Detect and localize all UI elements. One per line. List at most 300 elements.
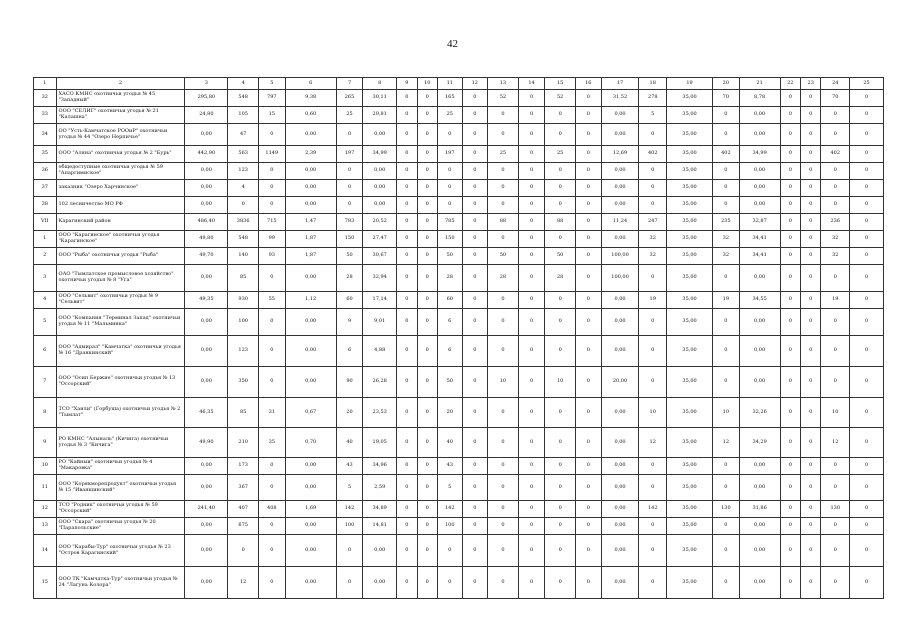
table-cell: 0 xyxy=(850,336,884,367)
table-cell: 408 xyxy=(259,501,286,518)
table-cell: 0,00 xyxy=(285,124,336,146)
table-cell: 0 xyxy=(850,309,884,336)
table-cell: 20 xyxy=(437,398,462,428)
table-cell: 0 xyxy=(397,567,417,599)
table-cell: 0 xyxy=(801,214,821,231)
table-cell: 0 xyxy=(518,535,545,567)
table-cell: 0 xyxy=(821,180,850,197)
table-cell: 0 xyxy=(462,367,488,398)
table-cell: 34 xyxy=(34,124,57,146)
table-cell: 0 xyxy=(336,535,363,567)
table-cell: 38 xyxy=(34,197,57,214)
table-cell: 0 xyxy=(518,124,545,146)
table-cell: 0 xyxy=(780,90,800,107)
table-cell: 0 xyxy=(462,309,488,336)
table-cell: 0 xyxy=(821,309,850,336)
table-cell: 0 xyxy=(801,535,821,567)
table-cell: 0 xyxy=(488,124,519,146)
table-cell: 0 xyxy=(801,124,821,146)
table-cell: 0 xyxy=(545,163,576,180)
table-cell: 32 xyxy=(639,231,667,248)
table-cell: 0 xyxy=(417,214,437,231)
table-cell-name: Карагинский район xyxy=(56,214,185,231)
column-header: 15 xyxy=(545,78,576,90)
column-header: 18 xyxy=(639,78,667,90)
table-cell: 19 xyxy=(821,292,850,309)
table-cell: 35,00 xyxy=(667,146,713,163)
table-cell: 0 xyxy=(850,197,884,214)
column-header: 2 xyxy=(56,78,185,90)
table-cell: 0 xyxy=(801,146,821,163)
table-cell: 4 xyxy=(34,292,57,309)
table-row xyxy=(34,336,884,367)
table-cell: 0 xyxy=(545,475,576,501)
table-cell: 0 xyxy=(462,248,488,265)
table-cell: 0,00 xyxy=(363,567,397,599)
table-cell: 28 xyxy=(545,265,576,292)
table-cell: 0 xyxy=(713,197,740,214)
table-cell: 0 xyxy=(462,197,488,214)
table-cell: 0,00 xyxy=(285,197,336,214)
table-row xyxy=(34,90,884,107)
table-cell: 0,00 xyxy=(601,107,639,124)
table-cell: 50 xyxy=(488,248,519,265)
table-cell: 0 xyxy=(488,567,519,599)
table-row xyxy=(34,309,884,336)
table-cell: 0 xyxy=(545,231,576,248)
table-cell: 0 xyxy=(259,475,286,501)
table-cell: 0 xyxy=(639,309,667,336)
table-cell: 0,00 xyxy=(739,567,780,599)
table-cell: 0 xyxy=(576,567,602,599)
table-cell-name: ООО "СЕЛИГ" охотничьи угодья № 21 "Калашна" xyxy=(56,107,185,124)
table-cell: 0 xyxy=(397,180,417,197)
table-cell: 0 xyxy=(462,458,488,475)
table-cell: 17,14 xyxy=(363,292,397,309)
table-cell: 0 xyxy=(417,458,437,475)
table-cell: 0 xyxy=(417,336,437,367)
table-cell: 105 xyxy=(228,107,259,124)
table-cell: 2 xyxy=(34,248,57,265)
table-cell: 0 xyxy=(462,567,488,599)
table-cell: 0 xyxy=(397,501,417,518)
table-cell: 210 xyxy=(228,428,259,458)
table-cell: 0 xyxy=(639,124,667,146)
table-cell: 10 xyxy=(34,458,57,475)
table-cell: 0 xyxy=(801,458,821,475)
table-cell: 0 xyxy=(576,501,602,518)
table-row xyxy=(34,292,884,309)
table-cell: 0 xyxy=(639,567,667,599)
table-cell-name: ООО "Скара" охотничьи угодья № 20 "Парапольские" xyxy=(56,518,185,535)
table-cell: 0,00 xyxy=(601,535,639,567)
table-cell: 0 xyxy=(850,146,884,163)
table-cell: 0 xyxy=(576,265,602,292)
table-cell-name: общедоступные охотничьи угодья № 59 "Апаргимиское" xyxy=(56,163,185,180)
table-cell: 0 xyxy=(397,336,417,367)
table-cell: 0 xyxy=(780,163,800,180)
table-cell: 0,00 xyxy=(185,309,228,336)
table-cell: 43 xyxy=(336,458,363,475)
table-cell: 0 xyxy=(801,309,821,336)
table-cell: 35,00 xyxy=(667,518,713,535)
column-header: 23 xyxy=(801,78,821,90)
column-header: 8 xyxy=(363,78,397,90)
table-cell: 0 xyxy=(462,90,488,107)
table-cell: 0 xyxy=(639,367,667,398)
table-cell: 0 xyxy=(488,180,519,197)
table-cell: 0,00 xyxy=(601,398,639,428)
table-row xyxy=(34,214,884,231)
table-cell: 0 xyxy=(417,398,437,428)
table-cell: 0 xyxy=(713,336,740,367)
table-cell: 20,00 xyxy=(601,367,639,398)
table-cell: 0,00 xyxy=(601,501,639,518)
table-cell: 0 xyxy=(713,107,740,124)
table-cell: 0 xyxy=(488,309,519,336)
table-cell: 34,89 xyxy=(363,501,397,518)
table-cell: 20,52 xyxy=(363,214,397,231)
table-cell: 140 xyxy=(228,248,259,265)
table-row xyxy=(34,146,884,163)
table-cell: 34,96 xyxy=(363,458,397,475)
table-cell: 0,00 xyxy=(601,231,639,248)
table-cell: 0 xyxy=(518,336,545,367)
table-cell: 0 xyxy=(576,475,602,501)
table-cell: 93 xyxy=(259,248,286,265)
table-cell: 0 xyxy=(576,292,602,309)
table-cell: 715 xyxy=(259,214,286,231)
table-cell: 100 xyxy=(437,518,462,535)
table-cell: 0 xyxy=(850,518,884,535)
table-cell: 0 xyxy=(576,367,602,398)
column-header: 1 xyxy=(34,78,57,90)
table-cell: 88 xyxy=(488,214,519,231)
table-cell: 0 xyxy=(801,107,821,124)
table-cell: 0 xyxy=(639,458,667,475)
table-cell: 0 xyxy=(850,567,884,599)
table-cell: 0 xyxy=(417,292,437,309)
table-cell: 0 xyxy=(462,124,488,146)
table-cell: 150 xyxy=(437,231,462,248)
table-cell: 0 xyxy=(545,398,576,428)
table-cell: 0 xyxy=(417,163,437,180)
table-cell: 0 xyxy=(639,197,667,214)
table-cell: 0 xyxy=(780,501,800,518)
table-cell: 0 xyxy=(821,475,850,501)
table-cell: 0 xyxy=(259,535,286,567)
table-cell: 11,24 xyxy=(601,214,639,231)
table-cell: 0 xyxy=(417,90,437,107)
table-cell: 0 xyxy=(259,367,286,398)
table-cell: 0 xyxy=(639,336,667,367)
table-cell: 28 xyxy=(336,265,363,292)
column-header: 9 xyxy=(397,78,417,90)
table-cell: 0 xyxy=(518,398,545,428)
column-header: 3 xyxy=(185,78,228,90)
table-cell: 0 xyxy=(397,458,417,475)
table-cell: 165 xyxy=(437,90,462,107)
table-cell: 0 xyxy=(397,146,417,163)
table-cell: 34,29 xyxy=(739,428,780,458)
table-cell: 5 xyxy=(437,475,462,501)
table-cell: 0,00 xyxy=(601,518,639,535)
table-cell: 0 xyxy=(488,398,519,428)
table-cell: 0 xyxy=(850,292,884,309)
table-cell: 35,00 xyxy=(667,163,713,180)
table-cell: 0 xyxy=(545,336,576,367)
table-cell: 173 xyxy=(228,458,259,475)
table-cell: 0 xyxy=(545,180,576,197)
table-cell: 675 xyxy=(228,518,259,535)
table-cell: 0,00 xyxy=(285,367,336,398)
table-cell: 0 xyxy=(518,231,545,248)
table-cell: 35,00 xyxy=(667,248,713,265)
table-cell: 34,41 xyxy=(739,248,780,265)
table-cell: 35,00 xyxy=(667,309,713,336)
table-cell: 0,00 xyxy=(739,535,780,567)
table-cell: 0 xyxy=(518,428,545,458)
table-cell-name: ХАСО КМНС охотничьи угодья № 45 "Западный" xyxy=(56,90,185,107)
table-cell: 1,87 xyxy=(285,231,336,248)
table-cell: 0 xyxy=(545,292,576,309)
table-cell: 930 xyxy=(228,292,259,309)
table-cell: 0 xyxy=(576,180,602,197)
table-cell: 1 xyxy=(34,231,57,248)
table-cell: 0 xyxy=(801,567,821,599)
table-cell: 0 xyxy=(780,107,800,124)
table-cell: 407 xyxy=(228,501,259,518)
table-cell: 0 xyxy=(801,180,821,197)
table-cell: 0 xyxy=(780,248,800,265)
table-cell: 32 xyxy=(821,248,850,265)
table-cell: 0 xyxy=(488,163,519,180)
table-cell: 0 xyxy=(462,501,488,518)
column-number-row xyxy=(34,78,884,90)
table-cell: 0 xyxy=(801,501,821,518)
table-cell: 34,99 xyxy=(363,146,397,163)
table-row xyxy=(34,475,884,501)
table-cell: 402 xyxy=(821,146,850,163)
table-cell: 0,00 xyxy=(285,567,336,599)
table-cell: 0 xyxy=(462,428,488,458)
table-cell: 0 xyxy=(437,180,462,197)
table-cell: 241,40 xyxy=(185,501,228,518)
table-cell: 0 xyxy=(417,248,437,265)
table-cell: 0 xyxy=(850,367,884,398)
table-cell: 0,00 xyxy=(185,197,228,214)
table-cell: 0,00 xyxy=(285,180,336,197)
table-cell: 34,99 xyxy=(739,146,780,163)
table-cell: 0 xyxy=(259,163,286,180)
table-cell: 0 xyxy=(821,163,850,180)
table-cell: 47 xyxy=(228,124,259,146)
table-cell: 0 xyxy=(576,90,602,107)
table-cell: 30,11 xyxy=(363,90,397,107)
table-cell: 150 xyxy=(336,231,363,248)
table-cell-name: заказник "Озеро Харчинское" xyxy=(56,180,185,197)
table-cell: 0,00 xyxy=(739,475,780,501)
table-cell: 0 xyxy=(801,475,821,501)
table-cell: 100,00 xyxy=(601,265,639,292)
table-cell: 0 xyxy=(488,475,519,501)
table-cell: 0 xyxy=(437,567,462,599)
table-cell: 0,00 xyxy=(739,518,780,535)
table-cell: 24,80 xyxy=(185,107,228,124)
table-cell: 12 xyxy=(34,501,57,518)
table-cell: 0 xyxy=(437,197,462,214)
table-cell: 486,40 xyxy=(185,214,228,231)
table-cell: 0 xyxy=(518,107,545,124)
table-cell: 0,00 xyxy=(185,458,228,475)
table-cell: 34,55 xyxy=(739,292,780,309)
table-cell: 0 xyxy=(417,475,437,501)
table-cell: 0 xyxy=(462,214,488,231)
table-cell: 0 xyxy=(397,475,417,501)
table-cell: 0 xyxy=(713,163,740,180)
table-cell: 70 xyxy=(821,90,850,107)
table-cell: 0 xyxy=(801,163,821,180)
table-cell: 0 xyxy=(576,163,602,180)
table-cell: 0,00 xyxy=(185,180,228,197)
table-cell: 0 xyxy=(462,535,488,567)
table-cell: 0 xyxy=(639,518,667,535)
table-cell: 0 xyxy=(576,146,602,163)
table-cell: 0 xyxy=(850,265,884,292)
table-cell: 0 xyxy=(518,265,545,292)
table-cell: 0 xyxy=(780,367,800,398)
table-cell: 0 xyxy=(576,398,602,428)
table-cell: 142 xyxy=(639,501,667,518)
table-cell: 0 xyxy=(417,180,437,197)
table-cell: 0 xyxy=(780,265,800,292)
table-cell: 5 xyxy=(336,475,363,501)
table-cell: 27,47 xyxy=(363,231,397,248)
table-cell: 0,00 xyxy=(185,367,228,398)
table-cell: 0 xyxy=(259,336,286,367)
table-cell: 0,00 xyxy=(285,163,336,180)
table-cell: 1,69 xyxy=(285,501,336,518)
table-cell: 40 xyxy=(336,428,363,458)
table-cell: 0 xyxy=(397,428,417,458)
table-cell: 0 xyxy=(518,90,545,107)
table-cell: 0 xyxy=(850,180,884,197)
table-cell: 0 xyxy=(821,265,850,292)
table-cell: 49,90 xyxy=(185,428,228,458)
table-cell-name: ООО "Корякморепродукт" охотничьи угодья № 15 "Иваншинский" xyxy=(56,475,185,501)
table-cell: 12,69 xyxy=(601,146,639,163)
table-cell: 0 xyxy=(780,146,800,163)
table-cell: 142 xyxy=(336,501,363,518)
table-cell: 0 xyxy=(397,124,417,146)
table-cell: 402 xyxy=(713,146,740,163)
table-cell: 0 xyxy=(417,146,437,163)
table-cell: 52 xyxy=(488,90,519,107)
table-cell: 402 xyxy=(639,146,667,163)
table-cell: 10 xyxy=(545,367,576,398)
table-cell: 29,81 xyxy=(363,107,397,124)
table-cell: 0,00 xyxy=(363,535,397,567)
table-cell: 0 xyxy=(518,567,545,599)
table-cell: 0 xyxy=(821,367,850,398)
table-cell: 0 xyxy=(713,367,740,398)
table-cell: 35,00 xyxy=(667,292,713,309)
table-cell: 0 xyxy=(821,458,850,475)
table-cell: 31 xyxy=(259,398,286,428)
table-cell: 35,00 xyxy=(667,107,713,124)
table-cell: 0 xyxy=(780,458,800,475)
table-cell: 0 xyxy=(228,197,259,214)
table-row xyxy=(34,124,884,146)
table-cell: 85 xyxy=(228,265,259,292)
table-cell: 36 xyxy=(34,163,57,180)
table-cell: 0 xyxy=(801,265,821,292)
table-cell-name: ТСО "Родник" охотничьи угодья № 59 "Оссорский" xyxy=(56,501,185,518)
column-header: 24 xyxy=(821,78,850,90)
table-cell: 0 xyxy=(518,146,545,163)
table-cell: 0 xyxy=(518,475,545,501)
table-cell: 0 xyxy=(576,336,602,367)
column-header: 12 xyxy=(462,78,488,90)
table-cell: 0 xyxy=(780,475,800,501)
table-cell: 2,59 xyxy=(363,475,397,501)
table-row xyxy=(34,367,884,398)
table-cell: 35 xyxy=(34,146,57,163)
table-cell: 4,88 xyxy=(363,336,397,367)
table-cell: 35,00 xyxy=(667,231,713,248)
table-cell: 0 xyxy=(801,248,821,265)
table-cell: 0 xyxy=(462,475,488,501)
table-cell: 49,35 xyxy=(185,292,228,309)
table-cell-name: ООО "Рыба" охотничьи угодья "Рыба" xyxy=(56,248,185,265)
table-cell: 35,00 xyxy=(667,501,713,518)
table-cell: 31,86 xyxy=(739,501,780,518)
table-cell: 0 xyxy=(518,309,545,336)
table-cell: 0 xyxy=(850,231,884,248)
table-cell: 0 xyxy=(518,163,545,180)
table-cell: 548 xyxy=(228,90,259,107)
table-cell: 6 xyxy=(34,336,57,367)
table-cell: 0 xyxy=(545,518,576,535)
table-cell: 85 xyxy=(228,398,259,428)
table-cell: 247 xyxy=(639,214,667,231)
table-cell: 0 xyxy=(397,107,417,124)
table-cell: 0,00 xyxy=(739,265,780,292)
table-cell: 0 xyxy=(713,475,740,501)
table-row xyxy=(34,248,884,265)
table-cell: 0 xyxy=(850,501,884,518)
table-cell: 0,00 xyxy=(739,458,780,475)
table-cell: 0 xyxy=(801,398,821,428)
table-cell: 0 xyxy=(713,567,740,599)
table-cell: 35,00 xyxy=(667,336,713,367)
table-cell: 0 xyxy=(518,367,545,398)
table-cell: 43 xyxy=(437,458,462,475)
table-cell: 26,28 xyxy=(363,367,397,398)
table-cell: 0 xyxy=(259,567,286,599)
table-cell: 0 xyxy=(488,501,519,518)
table-cell-name: ООО "Компания "Терминал Запад" охотничьи угодья № 11 "Мальминка" xyxy=(56,309,185,336)
table-cell: 0 xyxy=(576,231,602,248)
table-cell: 0,00 xyxy=(363,197,397,214)
table-cell: 0 xyxy=(417,231,437,248)
table-cell: 0 xyxy=(713,124,740,146)
table-cell: 0 xyxy=(518,501,545,518)
table-cell: 9 xyxy=(34,428,57,458)
table-row xyxy=(34,535,884,567)
table-cell: 0 xyxy=(780,535,800,567)
table-cell: 0,00 xyxy=(185,336,228,367)
